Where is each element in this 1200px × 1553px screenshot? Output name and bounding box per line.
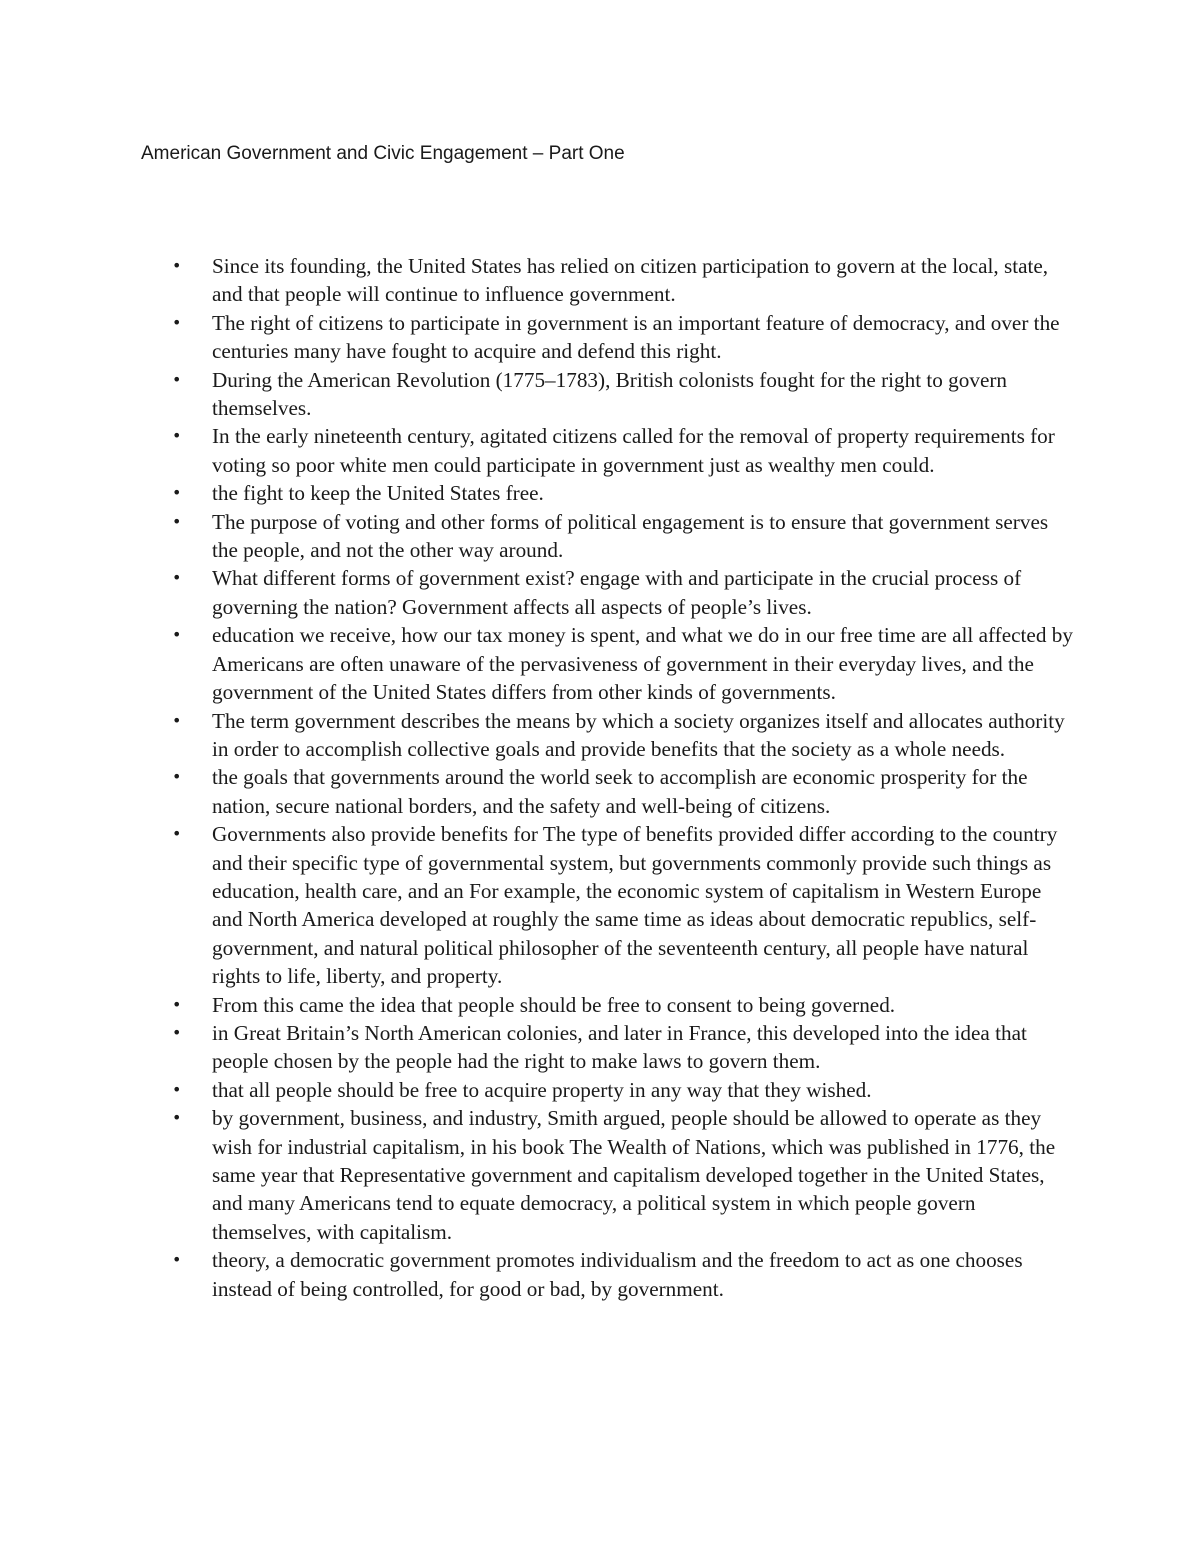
bullet-item: • Since its founding, the United States has relied on citizen participation to govern at the local, state, and that people will continue to influence government. [170, 252, 1075, 309]
bullet-item: • From this came the idea that people should be free to consent to being governed. [170, 991, 1075, 1019]
bullet-item: • that all people should be free to acquire property in any way that they wished. [170, 1076, 1075, 1104]
bullet-item: • Governments also provide benefits for The type of benefits provided differ according to the country and their specific type of governmental system, but governments commonly provide such things as education, health care, and an For example, the economic system of capitalism in Western Europe and North America developed at roughly the same time as ideas about democratic republics, self-government, and natural political philosopher of the seventeenth century, all people have natural rights to life, liberty, and property. [170, 820, 1075, 990]
bullet-list [170, 252, 1075, 1303]
bullet-item: • the goals that governments around the world seek to accomplish are economic prosperity for the nation, secure national borders, and the safety and well-being of citizens. [170, 763, 1075, 820]
bullet-item: • The right of citizens to participate in government is an important feature of democracy, and over the centuries many have fought to acquire and defend this right. [170, 309, 1075, 366]
bullet-item: • the fight to keep the United States free. [170, 479, 1075, 507]
bullet-item: • The purpose of voting and other forms of political engagement is to ensure that government serves the people, and not the other way around. [170, 508, 1075, 565]
bullet-item: • The term government describes the means by which a society organizes itself and allocates authority in order to accomplish collective goals and provide benefits that the society as a whole needs. [170, 707, 1075, 764]
bullet-item: • education we receive, how our tax money is spent, and what we do in our free time are all affected by Americans are often unaware of the pervasiveness of government in their everyday lives, and the government of the United States differs from other kinds of governments. [170, 621, 1075, 706]
bullet-item: • In the early nineteenth century, agitated citizens called for the removal of property requirements for voting so poor white men could participate in government just as wealthy men could. [170, 422, 1075, 479]
document-title: American Government and Civic Engagement – Part One [141, 143, 625, 164]
bullet-item: • in Great Britain’s North American colonies, and later in France, this developed into the idea that people chosen by the people had the right to make laws to govern them. [170, 1019, 1075, 1076]
bullet-item: • theory, a democratic government promotes individualism and the freedom to act as one chooses instead of being controlled, for good or bad, by government. [170, 1246, 1075, 1303]
bullet-item: • What different forms of government exist? engage with and participate in the crucial process of governing the nation? Government affects all aspects of people’s lives. [170, 564, 1075, 621]
bullet-item: • by government, business, and industry, Smith argued, people should be allowed to operate as they wish for industrial capitalism, in his book The Wealth of Nations, which was published in 1776, the same year that Representative government and capitalism developed together in the United States, and many Americans tend to equate democracy, a political system in which people govern themselves, with capitalism. [170, 1104, 1075, 1246]
bullet-item: • During the American Revolution (1775–1783), British colonists fought for the right to govern themselves. [170, 366, 1075, 423]
